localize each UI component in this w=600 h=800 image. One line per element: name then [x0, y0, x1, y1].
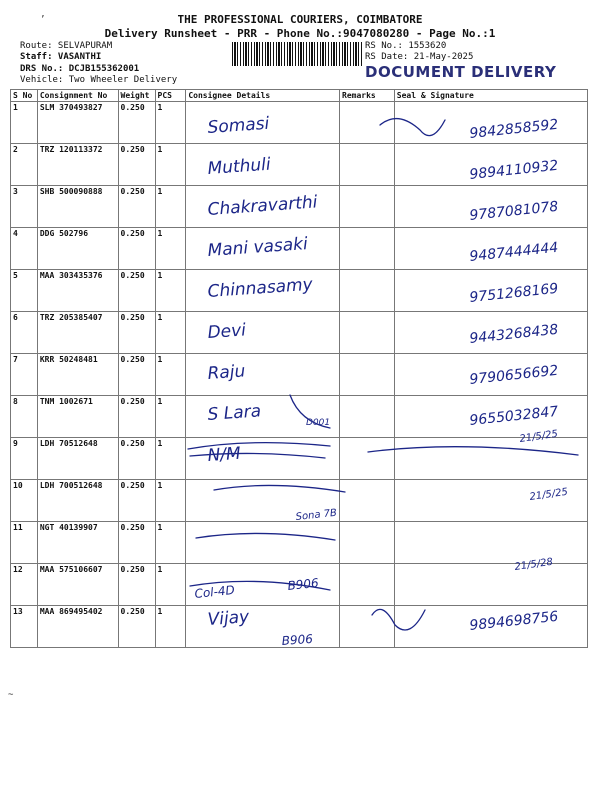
table-row: [11, 564, 588, 606]
cell-pcs: 1: [155, 186, 186, 228]
handwritten-consignee: S Lara: [206, 401, 262, 425]
cell-signature: [394, 522, 587, 564]
handwritten-phone: 9487444444: [468, 239, 560, 265]
vehicle-label: Vehicle: Two Wheeler Delivery: [20, 75, 178, 85]
cell-pcs: 1: [155, 564, 186, 606]
drs-number: DRS No.: DCJB155362001: [20, 64, 140, 74]
handwritten-phone: 9894110932: [468, 157, 560, 183]
handwritten-note: Sona 7B: [295, 507, 338, 523]
cell-consignee: [186, 228, 340, 270]
table-row: [11, 228, 588, 270]
table-row: [11, 354, 588, 396]
staff-label: Staff: VASANTHI: [20, 52, 102, 62]
cell-consignment: DDG 502796: [37, 228, 118, 270]
cell-consignment: LDH 700512648: [37, 480, 118, 522]
cell-sno: 9: [11, 438, 38, 480]
handwritten-consignee: Muthuli: [206, 154, 272, 179]
cell-consignment: MAA 869495402: [37, 606, 118, 648]
cell-signature: [394, 438, 587, 480]
cell-signature: [394, 564, 587, 606]
cell-consignment: SHB 500090888: [37, 186, 118, 228]
handwritten-consignee: N/M: [206, 443, 242, 466]
cell-signature: [394, 102, 587, 144]
cell-pcs: 1: [155, 312, 186, 354]
cell-pcs: 1: [155, 270, 186, 312]
cell-signature: [394, 228, 587, 270]
cell-sno: 8: [11, 396, 38, 438]
cell-consignee: [186, 396, 340, 438]
cell-remarks: [340, 312, 395, 354]
barcode-image: [232, 42, 362, 66]
cell-weight: 0.250: [118, 396, 155, 438]
cell-consignment: MAA 303435376: [37, 270, 118, 312]
cell-consignment: NGT 40139907: [37, 522, 118, 564]
cell-remarks: [340, 354, 395, 396]
cell-pcs: 1: [155, 102, 186, 144]
cell-pcs: 1: [155, 144, 186, 186]
cell-sno: 7: [11, 354, 38, 396]
cell-pcs: 1: [155, 606, 186, 648]
cell-pcs: 1: [155, 396, 186, 438]
handwritten-phone: 9894698756: [468, 608, 560, 634]
cell-signature: [394, 396, 587, 438]
document-delivery-stamp: DOCUMENT DELIVERY: [365, 63, 557, 81]
table-row: [11, 606, 588, 648]
cell-consignment: KRR 50248481: [37, 354, 118, 396]
cell-remarks: [340, 396, 395, 438]
cell-sno: 11: [11, 522, 38, 564]
table-row: [11, 144, 588, 186]
rs-date: RS Date: 21-May-2025: [365, 52, 474, 62]
handwritten-date: 21/5/25: [528, 486, 569, 503]
cell-pcs: 1: [155, 522, 186, 564]
cell-consignee: [186, 270, 340, 312]
cell-consignment: TRZ 205385407: [37, 312, 118, 354]
cell-weight: 0.250: [118, 438, 155, 480]
cell-consignee: [186, 606, 340, 648]
cell-weight: 0.250: [118, 606, 155, 648]
cell-sno: 2: [11, 144, 38, 186]
cell-consignee: [186, 480, 340, 522]
col-remarks: Remarks: [340, 90, 395, 102]
table-row: [11, 186, 588, 228]
cell-consignment: TNM 1002671: [37, 396, 118, 438]
handwritten-consignee: Vijay: [206, 607, 250, 630]
cell-remarks: [340, 144, 395, 186]
handwritten-date: 21/5/28: [513, 556, 554, 573]
cell-remarks: [340, 606, 395, 648]
handwritten-code: B906: [281, 631, 314, 648]
cell-sno: 6: [11, 312, 38, 354]
cell-pcs: 1: [155, 480, 186, 522]
cell-sno: 10: [11, 480, 38, 522]
cell-weight: 0.250: [118, 312, 155, 354]
col-seal-signature: Seal & Signature: [394, 90, 587, 102]
cell-remarks: [340, 270, 395, 312]
handwritten-code: B906: [286, 575, 320, 593]
table-row: [11, 522, 588, 564]
cell-pcs: 1: [155, 438, 186, 480]
table-row: [11, 396, 588, 438]
cell-remarks: [340, 564, 395, 606]
cell-weight: 0.250: [118, 228, 155, 270]
table-row: [11, 270, 588, 312]
scan-mark: ~: [8, 690, 14, 700]
cell-remarks: [340, 102, 395, 144]
cell-weight: 0.250: [118, 522, 155, 564]
cell-weight: 0.250: [118, 480, 155, 522]
cell-remarks: [340, 438, 395, 480]
cell-weight: 0.250: [118, 354, 155, 396]
handwritten-note: Col-4D: [193, 582, 236, 601]
cell-signature: [394, 144, 587, 186]
table-row: [11, 102, 588, 144]
cell-signature: [394, 312, 587, 354]
cell-consignment: MAA 575106607: [37, 564, 118, 606]
route-label: Route: SELVAPURAM: [20, 41, 113, 51]
handwritten-phone: 9655032847: [468, 403, 560, 429]
cell-weight: 0.250: [118, 144, 155, 186]
cell-consignee: [186, 312, 340, 354]
cell-sno: 3: [11, 186, 38, 228]
cell-remarks: [340, 186, 395, 228]
cell-consignee: [186, 564, 340, 606]
handwritten-phone: 9751268169: [468, 280, 560, 306]
cell-weight: 0.250: [118, 270, 155, 312]
cell-signature: [394, 480, 587, 522]
handwritten-consignee: Raju: [206, 361, 246, 384]
cell-remarks: [340, 480, 395, 522]
cell-consignment: LDH 70512648: [37, 438, 118, 480]
handwritten-phone: 9787081078: [468, 198, 560, 224]
runsheet-title: Delivery Runsheet - PRR - Phone No.:9047080280 - Page No.:1: [104, 27, 496, 40]
cell-consignee: [186, 144, 340, 186]
handwritten-consignee: Somasi: [206, 113, 270, 138]
handwritten-note: D001: [306, 418, 331, 428]
table-row: [11, 480, 588, 522]
col-weight: Weight: [118, 90, 155, 102]
cell-signature: [394, 186, 587, 228]
cell-consignment: TRZ 120113372: [37, 144, 118, 186]
cell-sno: 1: [11, 102, 38, 144]
col-sno: S No: [11, 90, 38, 102]
runsheet-table: [10, 89, 588, 648]
cell-sno: 12: [11, 564, 38, 606]
cell-signature: [394, 606, 587, 648]
cell-consignment: SLM 370493827: [37, 102, 118, 144]
cell-consignee: [186, 102, 340, 144]
cell-weight: 0.250: [118, 102, 155, 144]
table-row: [11, 312, 588, 354]
cell-remarks: [340, 522, 395, 564]
company-name: THE PROFESSIONAL COURIERS, COIMBATORE: [177, 13, 423, 26]
handwritten-phone: 9443268438: [468, 321, 560, 347]
cell-signature: [394, 270, 587, 312]
cell-consignee: [186, 354, 340, 396]
table-row: [11, 438, 588, 480]
col-pcs: PCS: [155, 90, 186, 102]
cell-signature: [394, 354, 587, 396]
cell-weight: 0.250: [118, 564, 155, 606]
handwritten-phone: 9842858592: [468, 116, 560, 142]
handwritten-date: 21/5/25: [518, 428, 559, 445]
cell-sno: 4: [11, 228, 38, 270]
handwritten-consignee: Devi: [206, 320, 247, 343]
cell-consignee: [186, 522, 340, 564]
handwritten-phone: 9790656692: [468, 362, 560, 388]
cell-pcs: 1: [155, 354, 186, 396]
cell-sno: 13: [11, 606, 38, 648]
cell-consignee: [186, 186, 340, 228]
cell-pcs: 1: [155, 228, 186, 270]
cell-sno: 5: [11, 270, 38, 312]
handwritten-consignee: Chakravarthi: [206, 192, 319, 220]
col-consignment: Consignment No: [37, 90, 118, 102]
handwritten-consignee: Mani vasaki: [206, 234, 309, 261]
rs-number: RS No.: 1553620: [365, 41, 447, 51]
cell-consignee: [186, 438, 340, 480]
scan-mark: ’: [40, 15, 46, 25]
col-consignee: Consignee Details: [186, 90, 340, 102]
handwritten-consignee: Chinnasamy: [206, 274, 314, 302]
table-header-row: [11, 90, 588, 102]
cell-weight: 0.250: [118, 186, 155, 228]
cell-remarks: [340, 228, 395, 270]
